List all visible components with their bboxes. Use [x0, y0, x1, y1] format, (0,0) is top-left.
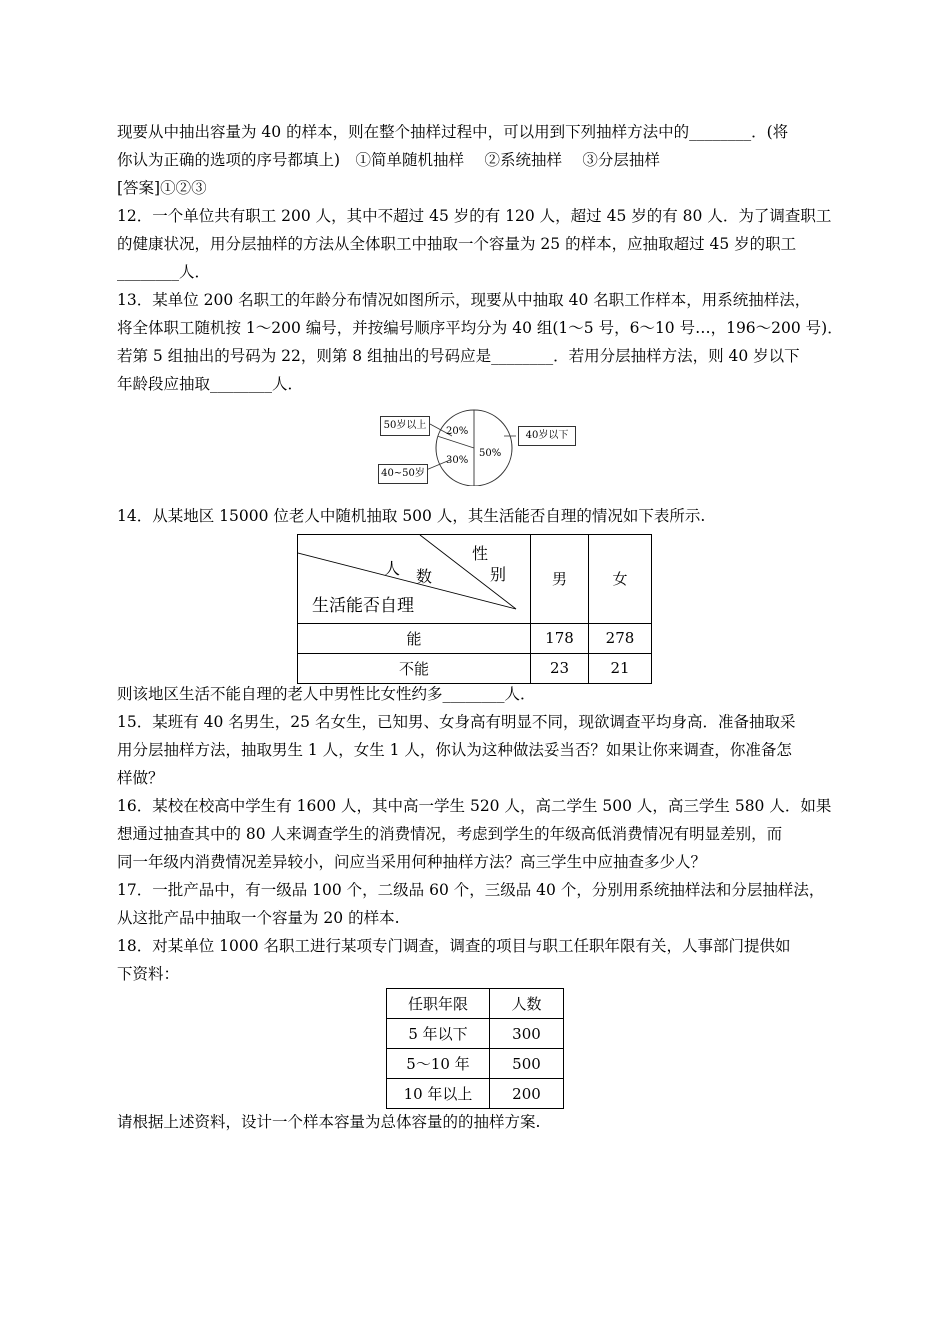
age-pie-figure — [378, 406, 578, 486]
cell-male: 23 — [531, 653, 589, 683]
pie-label-20: 20% — [446, 426, 469, 437]
cell-count: 300 — [490, 1019, 564, 1049]
q16-line3: 同一年级内消费情况差异较小，问应当采用何种抽样方法？高三学生中应抽查多少人？ — [117, 853, 707, 871]
table-row — [387, 1079, 564, 1109]
q12-line1: 12．一个单位共有职工 200 人，其中不超过 45 岁的有 120 人，超过 45 岁的有 80 人．为了调查职工 — [117, 207, 832, 225]
q18-line1: 18．对某单位 1000 名职工进行某项专门调查，调查的项目与职工任职年限有关，人事部门提供如 — [117, 937, 791, 955]
header-female: 女 — [589, 535, 652, 624]
q14-line2: 则该地区生活不能自理的老人中男性比女性约多________人． — [117, 685, 536, 703]
q18-line2: 下资料： — [117, 965, 180, 983]
table-row — [298, 653, 652, 683]
cell-years: 10 年以上 — [387, 1079, 490, 1109]
pie-label-50: 50% — [479, 448, 502, 459]
q11-line1: 现要从中抽出容量为 40 的样本，则在整个抽样过程中，可以用到下列抽样方法中的________．(将 — [117, 123, 789, 141]
q15-line2: 用分层抽样方法，抽取男生 1 人，女生 1 人，你认为这种做法妥当否？如果让你来调查，你准备怎 — [117, 741, 792, 759]
q15-line3: 样做？ — [117, 769, 164, 787]
cell-count: 200 — [490, 1079, 564, 1109]
q13-line3: 若第 5 组抽出的号码为 22，则第 8 组抽出的号码应是________．若用分层抽样方法，则 40 岁以下 — [117, 347, 800, 365]
table-row — [298, 623, 652, 653]
q11-line2: 你认为正确的选项的序号都填上) ①简单随机抽样 ②系统抽样 ③分层抽样 — [117, 151, 660, 169]
q13-line4: 年龄段应抽取________人． — [117, 375, 304, 393]
pie-legend-50-above: 50岁以上 — [380, 416, 430, 436]
cell-female: 21 — [589, 653, 652, 683]
row-label: 不能 — [298, 653, 531, 683]
cell-years: 5～10 年 — [387, 1049, 490, 1079]
q17-line2: 从这批产品中抽取一个容量为 20 的样本. — [117, 909, 400, 927]
q14-line1: 14．从某地区 15000 位老人中随机抽取 500 人，其生活能否自理的情况如下表所示. — [117, 507, 706, 525]
cell-male: 178 — [531, 623, 589, 653]
pie-legend-40-below: 40岁以下 — [518, 426, 576, 446]
q12-line2: 的健康状况，用分层抽样的方法从全体职工中抽取一个容量为 25 的样本，应抽取超过 45 岁的职工 — [117, 235, 797, 253]
header-gender-1: 性 — [472, 544, 489, 563]
header-gender-2: 别 — [490, 565, 507, 584]
pie-label-30: 30% — [446, 455, 469, 466]
header-count-1: 人 — [384, 559, 401, 578]
header-row-label: 生活能否自理 — [312, 596, 414, 616]
q15-line1: 15．某班有 40 名男生，25 名女生，已知男、女身高有明显不同，现欲调查平均身高．准备抽取采 — [117, 713, 796, 731]
header-years: 任职年限 — [387, 989, 490, 1019]
header-count-2: 数 — [416, 567, 433, 586]
self-care-table — [297, 534, 652, 684]
pie-legend-40-50: 40~50岁 — [378, 464, 428, 484]
q11-answer: [答案]①②③ — [117, 179, 207, 197]
table-row — [387, 1019, 564, 1049]
table-row — [387, 1049, 564, 1079]
tenure-table — [386, 988, 564, 1108]
q17-line1: 17．一批产品中，有一级品 100 个，二级品 60 个，三级品 40 个，分别用系统抽样法和分层抽样法， — [117, 881, 825, 899]
q12-line3: ________人． — [117, 263, 211, 281]
cell-female: 278 — [589, 623, 652, 653]
q16-line2: 想通过抽查其中的 80 人来调查学生的消费情况，考虑到学生的年级高低消费情况有明显差别，而 — [117, 825, 783, 843]
header-count: 人数 — [490, 989, 564, 1019]
q18-line3: 请根据上述资料，设计一个样本容量为总体容量的的抽样方案. — [117, 1113, 541, 1131]
cell-years: 5 年以下 — [387, 1019, 490, 1049]
diagonal-header-cell — [298, 535, 531, 624]
q13-line2: 将全体职工随机按 1～200 编号，并按编号顺序平均分为 40 组(1～5 号，6～10 号…，196～200 号)． — [117, 319, 843, 337]
cell-count: 500 — [490, 1049, 564, 1079]
q13-line1: 13．某单位 200 名职工的年龄分布情况如图所示，现要从中抽取 40 名职工作样本，用系统抽样法， — [117, 291, 811, 309]
row-label: 能 — [298, 623, 531, 653]
q16-line1: 16．某校在校高中学生有 1600 人，其中高一学生 520 人，高二学生 500 人，高三学生 580 人．如果 — [117, 797, 832, 815]
header-male: 男 — [531, 535, 589, 624]
